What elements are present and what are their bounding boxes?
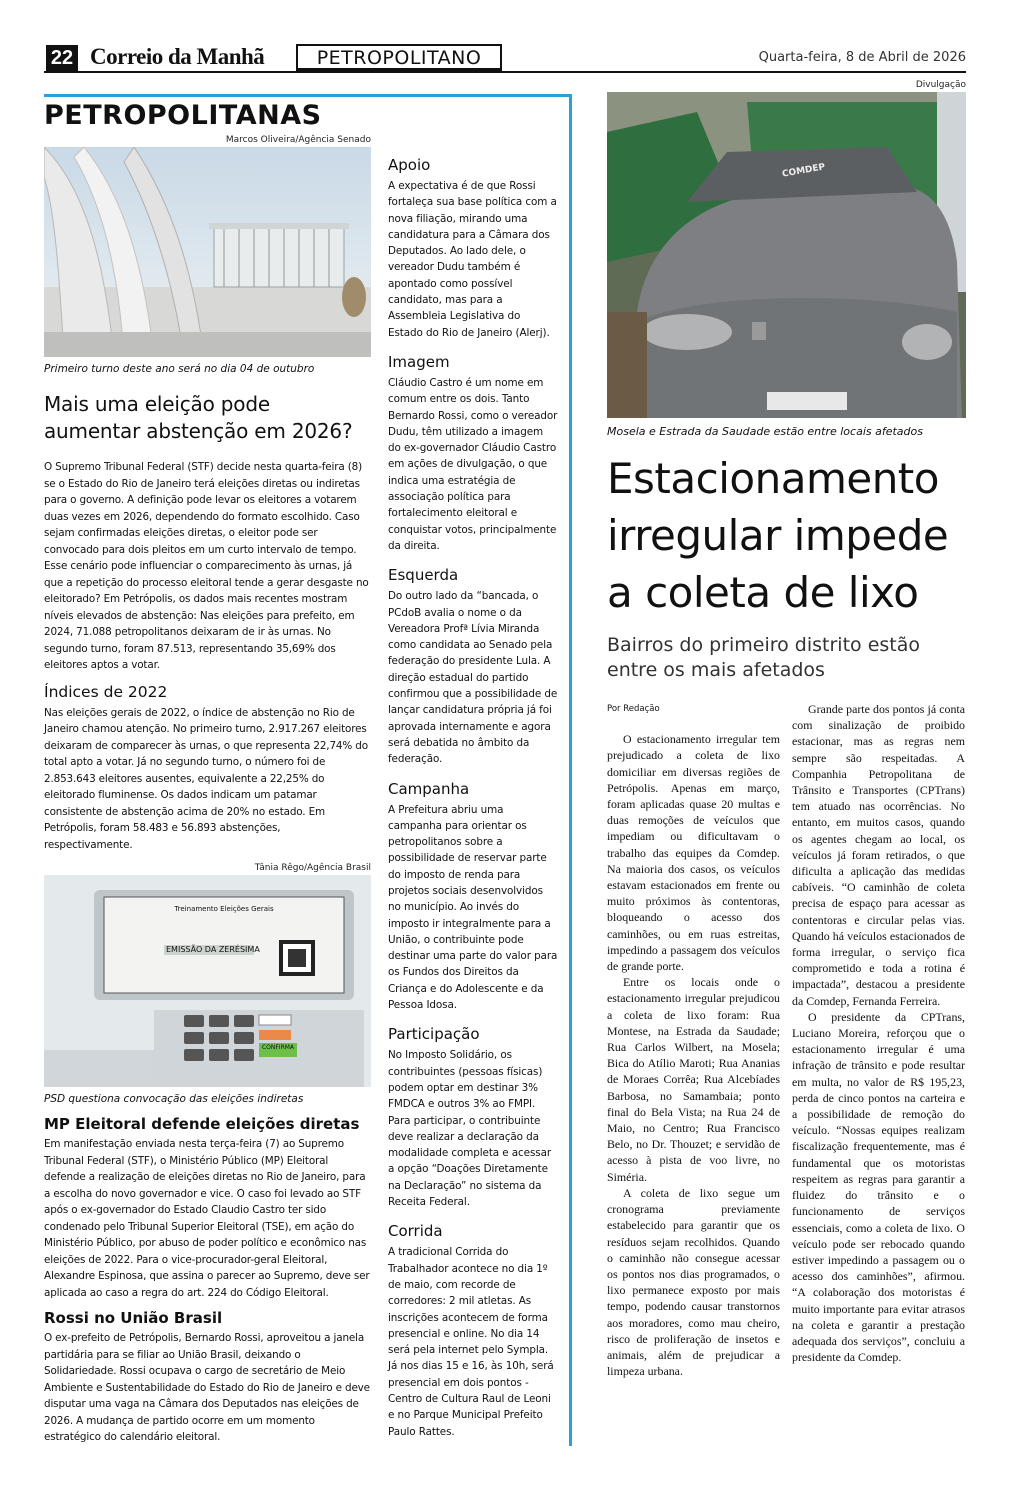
note-block [388,156,558,341]
main-story-column [607,80,966,1379]
article-col-2 [792,701,965,1379]
note-text: A expectativa é de que Rossi fortaleça sua base política com a nova filiação, mirando uma candidatura para a Câmara dos Deputados. Ao lado dele, o vereador Dudu também é apontado como possível candidato, mas para a Assembleia Legislativa do Estado do Rio de Janeiro (Alerj). [388,180,557,339]
note-block [388,1222,558,1440]
main-headline: Estacionamento irregular impede a coleta de lixo [607,454,949,617]
note-title: Esquerda [388,566,459,585]
photo-credit: Tânia Rêgo/Agência Brasil [254,863,371,873]
planalto-illustration [44,147,371,357]
article-paragraph: A coleta de lixo segue um cronograma previamente estabelecido para garantir que os resíduos sejam recolhidos. Quando o caminhão não consegue acessar os pontos nos dias programados, o lixo permanece exposto por mais tempo, podendo causar transtornos aos moradores, como mau cheiro, risco de proliferação de insetos e animais, além de prejudicar a limpeza urbana. [607,1185,780,1379]
section-title: PETROPOLITANAS [44,100,322,131]
article-paragraph: O presidente da CPTrans, Luciano Moreira, reforçou que o estacionamento irregular é uma infração de trânsito e pode resultar em multa, no valor de R$ 195,23, perda de cinco pontos na carteira e a possibilidade de remoção do veículo. “Nossas equipes realizam fiscalização frequentemente, mas é fundamental que os motoristas respeitem as regras para garantir a fluidez do trânsito e o funcionamento de serviços essenciais, como a coleta de lixo. O veículo pode ser rebocado quando estiver impedindo a passagem ou o acesso dos caminhões”, afirmou. “A colaboração dos motoristas é muito importante para evitar atrasos na coleta e garantir a prestação adequada dos serviços”, concluiu a presidente da Comdep. [792,1009,965,1365]
car-photo [607,92,966,418]
section-label: PETROPOLITANO [296,44,502,72]
subhead-indices: Índices de 2022 [44,682,168,701]
article-paragraph: O estacionamento irregular tem prejudicado a coleta de lixo domiciliar em diversas regiões de Petrópolis. Apenas em março, foram aplicadas quase 20 multas e duas remoções de veículos que impediam ou dificultavam o trabalho das equipes da Comdep. Na maioria dos casos, os veículos estavam estacionados em frente ou muito próximos às contentoras, bloqueando o acesso dos caminhões, ou em ruas estreitas, impedindo a passagem dos veículos de grande porte. [607,732,780,974]
story-paragraph: O ex-prefeito de Petrópolis, Bernardo Rossi, aproveitou a janela partidária para se filiar ao União Brasil, deixando o Solidariedade. Rossi ocupava o cargo de secretário de Meio Ambiente e Sustentabilidade do Estado do Rio de Janeiro e deve disputar uma vaga na Câmara dos Deputados nas eleições de 2026. A mudança de partido ocorre em um momento estratégico do calendário eleitoral. [44,1332,370,1443]
header-rule [44,71,966,73]
note-title: Imagem [388,352,450,371]
note-block [388,353,558,554]
article-paragraph: Entre os locais onde o estacionamento irregular prejudicou a coleta de lixo foram: Rua Montese, na Estrada da Saudade; Rua Carlos Wilbert, na Mosela; Bica do Atílio Maroti; Rua Ananias de Moraes Corrêa; Rua Alcebíades Barbosa, no Samambaia; ponto final do Bela Vista; na Rua 24 de Maio, no Centro; Rua Francisco Belo, no Dr. Thouzet; e servidão de acesso à pista de voo livre, no Siméria. [607,975,780,1184]
column-accent-right [569,94,572,1446]
note-block [388,1025,558,1210]
article-col-1 [607,701,780,1379]
photo-caption: Mosela e Estrada da Saudade estão entre locais afetados [607,425,923,438]
urna-photo [44,875,371,1087]
note-title: Campanha [388,779,470,798]
byline: Por Redação [607,704,660,714]
photo-credit: Marcos Oliveira/Agência Senado [225,135,371,145]
note-block [388,566,558,767]
urna-confirma-key: CONFIRMA [261,1044,295,1051]
note-title: Participação [388,1025,480,1044]
left-column [44,100,371,1446]
urna-screen-text: EMISSÃO DA ZERÉSIMA [166,945,260,954]
photo-caption: Primeiro turno deste ano será no dia 04 de outubro [44,363,315,375]
page-number: 22 [46,45,78,71]
column-accent-top [44,94,572,97]
note-title: Apoio [388,156,431,174]
parked-car-illustration [607,92,966,418]
note-text: Cláudio Castro é um nome em comum entre os dois. Tanto Bernardo Rossi, como o vereador Dudu, têm utilizado a imagem do ex-governador Cláudio Castro em ações de divulgação, o que indica uma estratégia de associação política para fortalecimento eleitoral e conquistar votos, principalmente da direita. [388,376,558,552]
note-text: Do outro lado da “bancada, o PCdoB avalia o nome o da Vereadora Profª Lívia Miranda como candidata ao Senado pela federação do presidente Lula. A direção estadual do partido confirmou que a possibilidade de lançar candidatura própria já foi aprovada internamente e agora será debatida no âmbito da federação. [388,590,558,766]
notes-column [388,156,558,1452]
newspaper-name: Correio da Manhã [90,44,265,69]
note-block [388,780,558,1014]
main-deck: Bairros do primeiro distrito estão entre os mais afetados [607,634,920,681]
story-paragraph: O Supremo Tribunal Federal (STF) decide nesta quarta-feira (8) se o Estado do Rio de Janeiro terá eleições diretas ou indiretas para o governo. A definição pode levar os eleitores a votarem duas vezes em 2026, dependendo do formato escolhido. Caso sejam confirmadas eleições diretas, o eleitor pode ser convocado para dois pleitos em um curto intervalo de tempo. Esse cenário pode influenciar o comparecimento às urnas, já que a repetição do processo eleitoral tende a gerar desgaste no eleitorado? Em Petrópolis, os dados mais recentes mostram níveis elevados de abstenção: Nas eleições para prefeito, em 2024, 71.088 petropolitanos deixaram de ir às urnas. No segundo turno, foram 87.513, representando 35,69% dos eleitores aptos a votar. [44,461,369,671]
article-body [607,701,966,1379]
note-text: A tradicional Corrida do Trabalhador acontece no dia 1º de maio, com recorde de corredores: 2 mil atletas. As inscrições acontecem de forma presencial e online. No dia 14 será pela internet pelo Sympla. Já nos dias 15 e 16, às 10h, será presencial em dois pontos - Centro de Cultura Raul de Leoni e no Parque Municipal Prefeito Paulo Rattes. [388,1246,554,1438]
note-text: A Prefeitura abriu uma campanha para orientar os petropolitanos sobre a possibilidade de reservar parte do imposto de renda para projetos sociais desenvolvidos no município. Ao invés do imposto ir integralmente para a União, o contribuinte pode destinar uma parte do valor para os Fundos dos Direitos da Criança e do Adolescente e da Pessoa Idosa. [388,803,558,1012]
subhead-mp-eleitoral: MP Eleitoral defende eleições diretas [44,1115,360,1133]
story-paragraph: Nas eleições gerais de 2022, o índice de abstenção no Rio de Janeiro chamou atenção. No primeiro turno, 2.917.267 eleitores deixaram de comparecer às urnas, o que representa 22,74% do total apto a votar. Já no segundo turno, o número foi de 2.853.643 eleitores ausentes, equivalente a 22,25% do eleitorado fluminense. Os dados indicam um patamar consistente de abstenção acima de 20% no estado. Em Petrópolis, foram 58.483 e 56.893 abstenções, respectivamente. [44,706,368,851]
story-paragraph: Em manifestação enviada nesta terça-feira (7) ao Supremo Tribunal Federal (STF), o Ministério Público (MP) Eleitoral defende a realização de eleições diretas no Rio de Janeiro, para a escolha do novo governador e vice. O caso foi levado ao STF após o ex-governador do Estado Claudio Castro ter sido condenado pelo Tribunal Superior Eleitoral (TSE), em ação do Ministério Público, por abuso de poder político e econômico nas eleições de 2022. Para o vice-procurador-geral Eleitoral, Alexandre Espinosa, que assina o parecer ao Supremo, deve ser aplicada ao caso a regra do art. 224 do Código Eleitoral. [44,1138,370,1299]
comdep-container-label: COMDEP [781,162,826,180]
subhead-rossi: Rossi no União Brasil [44,1309,223,1327]
photo-credit: Divulgação [915,80,966,90]
story-headline: Mais uma eleição pode aumentar abstenção em 2026? [44,392,353,443]
note-text: No Imposto Solidário, os contribuintes (pessoas físicas) podem optar em destinar 3% FMDCA e outros 3% ao FMPI. Para participar, o contribuinte deve realizar a declaração da modalidade completa e acessar a opção “Doações Diretamente na Declaração” no sistema da Receita Federal. [388,1049,552,1209]
photo-caption: PSD questiona convocação das eleições indiretas [44,1093,304,1105]
note-title: Corrida [388,1222,443,1241]
issue-date: Quarta-feira, 8 de Abril de 2026 [758,50,966,65]
article-paragraph: Grande parte dos pontos já conta com sinalização de proibido estacionar, mas as regras nem sempre são respeitadas. A Companhia Petropolitana de Trânsito e Transportes (CPTrans) tem atuado nas ocorrências. No entanto, em muitos casos, quando os agentes chegam ao local, os veículos já foram retirados, o que dificulta a aplicação das medidas cabíveis. “O caminhão de coleta precisa de espaço para acessar as contentoras e circular pelas vias. Quando há veículos estacionados de forma irregular, o serviço fica comprometido e toda a rotina é impactada”, destacou a presidente da Comdep, Fernanda Ferreira. [792,702,965,1008]
urna-screen-title: Treinamento Eleições Gerais [174,905,274,913]
planalto-photo [44,147,371,357]
